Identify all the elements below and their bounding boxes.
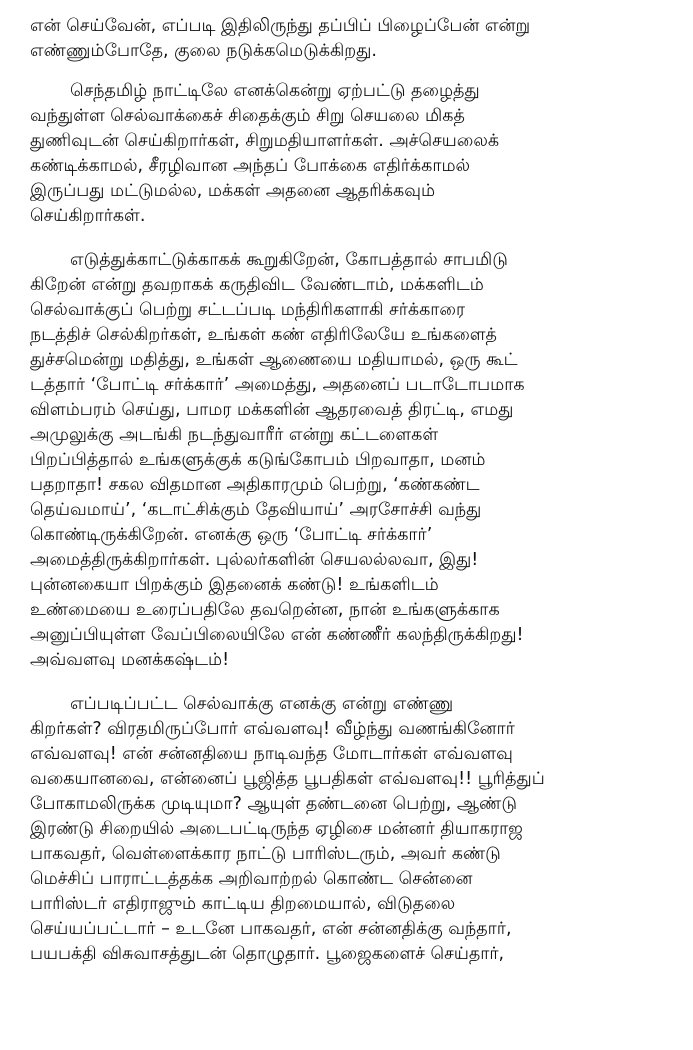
paragraph-2 [30,79,670,229]
text-line: போகாமலிருக்க முடியுமா? ஆயுள் தண்டனை பெற்று, ஆண்டு [30,794,517,814]
text-line: அவ்வளவு மனக்கஷ்டம்! [30,650,230,670]
text-line: துணிவுடன் செய்கிறார்கள், சிறுமதியாளர்கள். அச்செயலைக் [30,131,500,151]
text-line: எண்ணும்போதே, குலை நடுக்கமெடுக்கிறது. [30,41,377,61]
text-line: கிறேன் என்று தவறாகக் கருதிவிட வேண்டாம், மக்களிடம் [30,275,484,295]
text-line: பதறாதா! சகல விதமான அதிகாரமும் பெற்று, ‘கண்கண்ட [30,475,480,495]
text-line: மெச்சிப் பாராட்டத்தக்க அறிவாற்றல் கொண்ட சென்னை [30,869,473,889]
text-line: புன்னகையா பிறக்கும் இதனைக் கண்டு! உங்களிடம் [30,575,439,595]
text-line: விளம்பரம் செய்து, பாமர மக்களின் ஆதரவைத் திரட்டி, எமது [30,400,514,420]
text-line: பாரிஸ்டர் எதிராஜும் காட்டிய திறமையால், விடுதலை [30,894,456,914]
text-line: நடத்திச் செல்கிறர்கள், உங்கள் கண் எதிரிலேயே உங்களைத் [30,325,497,345]
text-line: கிறர்கள்? விரதமிருப்போர் எவ்வளவு! வீழ்ந்து வணங்கினோர் [30,719,515,739]
text-line: அமுலுக்கு அடங்கி நடந்துவாரீர் என்று கட்டளைகள் [30,425,439,445]
text-line: வகையானவை, என்னைப் பூஜித்த பூபதிகள் எவ்வளவு!! பூரித்துப் [30,769,545,789]
text-line: எடுத்துக்காட்டுக்காகக் கூறுகிறேன், கோபத்தால் சாபமிடு [70,250,508,270]
text-line: உண்மையை உரைப்பதிலே தவறென்ன, நான் உங்களுக்காக [30,600,500,620]
text-line: பயபக்தி விசுவாசத்துடன் தொழுதார். பூஜைகளைச் செய்தார், [30,944,505,964]
text-line: எவ்வளவு! என் சன்னதியை நாடிவந்த மோடார்கள் எவ்வளவு [30,744,513,764]
paragraph-3 [30,248,670,673]
text-line: என் செய்வேன், எப்படி இதிலிருந்து தப்பிப் பிழைப்பேன் என்று [30,16,531,36]
document-page [30,14,670,967]
text-line: எப்படிப்பட்ட செல்வாக்கு எனக்கு என்று எண்ணு [70,694,454,714]
paragraph-1 [30,14,670,64]
text-line: தெய்வமாய்’, ‘கடாட்சிக்கும் தேவியாய்’ அரசோச்சி வந்து [30,500,482,520]
text-line: செல்வாக்குப் பெற்று சட்டப்படி மந்திரிகளாகி சர்க்காரை [30,300,466,320]
text-line: இரண்டு சிறையில் அடைபட்டிருந்த ஏழிசை மன்னர் தியாகராஜ [30,819,523,839]
text-line: டத்தார் ‘போட்டி சர்க்கார்’ அமைத்து, அதனைப் படாடோபமாக [30,375,525,395]
text-line: அமைத்திருக்கிறார்கள். புல்லர்களின் செயலல்லவா, இது! [30,550,479,570]
text-line: பிறப்பித்தால் உங்களுக்குக் கடுங்கோபம் பிறவாதா, மனம் [30,450,486,470]
text-line: பாகவதர், வெள்ளைக்கார நாட்டு பாரிஸ்டரும், அவர் கண்டு [30,844,501,864]
text-line: செய்யப்பட்டார் – உடனே பாகவதர், என் சன்னதிக்கு வந்தார், [30,919,512,939]
paragraph-4 [30,692,670,967]
text-line: செந்தமிழ் நாட்டிலே எனக்கென்று ஏற்பட்டு தழைத்து [70,81,480,101]
text-line: இருப்பது மட்டுமல்ல, மக்கள் அதனை ஆதரிக்கவும் [30,181,436,201]
text-line: கொண்டிருக்கிறேன். எனக்கு ஒரு ‘போட்டி சர்க்கார்’ [30,525,433,545]
text-line: கண்டிக்காமல், சீரழிவான அந்தப் போக்கை எதிர்க்காமல் [30,156,471,176]
text-line: அனுப்பியுள்ள வேப்பிலையிலே என் கண்ணீர் கலந்திருக்கிறது! [30,625,524,645]
text-line: துச்சமென்று மதித்து, உங்கள் ஆணையை மதியாமல், ஒரு கூட் [30,350,518,370]
text-line: வந்துள்ள செல்வாக்கைச் சிதைக்கும் சிறு செயலை மிகத் [30,106,465,126]
text-line: செய்கிறார்கள். [30,206,146,226]
